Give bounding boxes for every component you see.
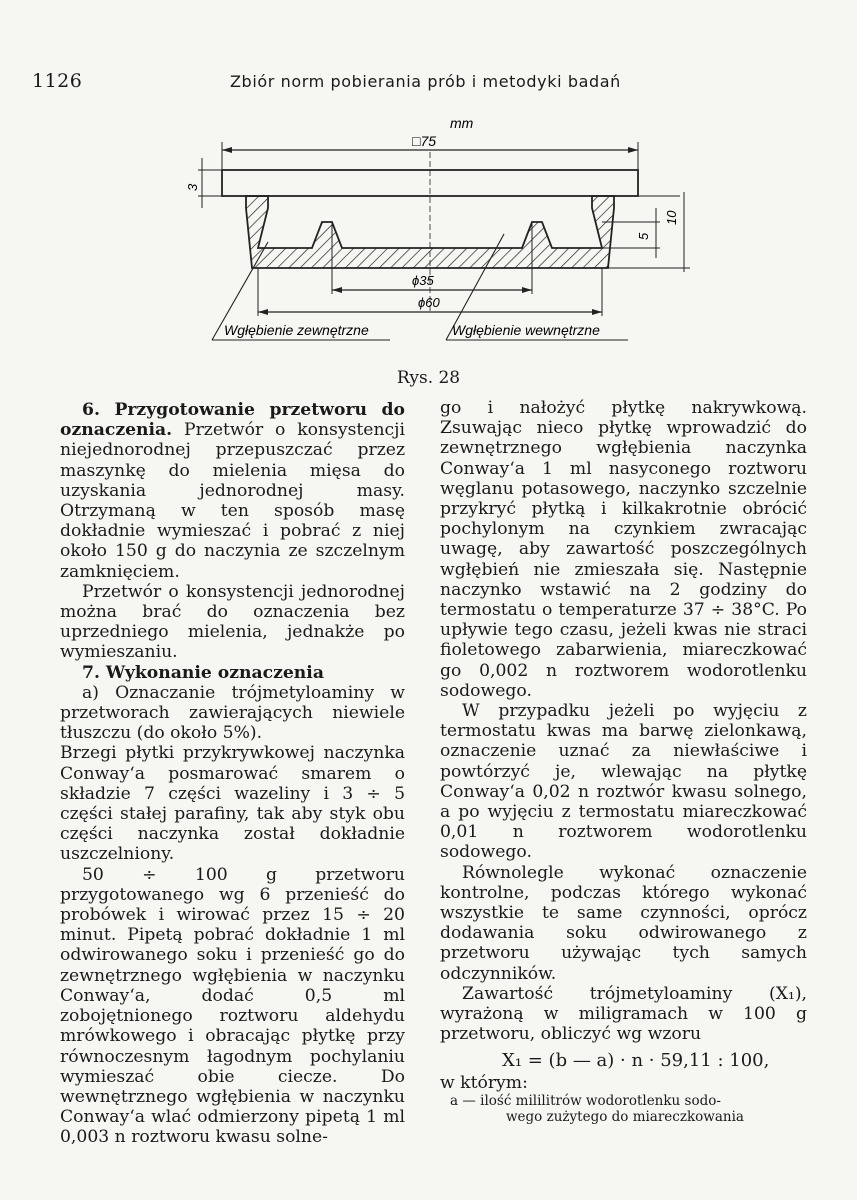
section-6-heading: 6. Przygotowanie przetworu do oznaczenia. [60,400,405,441]
dim-outer: ϕ60 [418,295,440,310]
label-outer-cavity: Wgłębienie zewnętrzne [224,322,369,338]
section-6-paragraph [60,400,405,582]
paragraph: Brzegi płytki przykrywkowej naczynka Conway‘a posmarować smarem o składzie 7 części wazeliny i 3 ÷ 5 części stałej parafiny, tak aby styk obu części naczynka został dokładnie uszczelniony. [60,743,405,865]
page-header [32,70,822,100]
right-column [440,398,807,1125]
paragraph: Przetwór o konsystencji jednorodnej można brać do oznaczenia bez uprzedniego mielenia, jednakże po wymieszaniu. [60,581,405,663]
dim-top: □75 [412,133,437,149]
running-title: Zbiór norm pobierania prób i metodyki badań [230,72,621,91]
label-inner-cavity: Wgłębienie wewnętrzne [452,322,600,338]
paragraph: go i nałożyć płytkę nakrywkową. Zsuwając nieco płytkę wprowadzić do zewnętrznego wgłębienia naczynka Conway‘a 1 ml nasyconego roztworu węglanu potasowego, naczynko szczelnie przykryć płytką i kilkakrotnie obrócić pochylonym na czynkiem zwracając uwagę, aby zawartość poszczególnych wgłębień nie zmieszała się. Następnie naczynko wstawić na 2 godziny do termostatu o temperaturze 37 ÷ 38°C. Po upływie tego czasu, jeżeli kwas nie straci fioletowego zabarwienia, miareczkować go 0,002 n roztworem wodorotlenku sodowego. [440,398,807,701]
paragraph: W przypadku jeżeli po wyjęciu z termostatu kwas ma barwę zielonkawą, oznaczenie uznać za niewłaściwe i powtórzyć je, wlewając na płytkę Conway‘a 0,02 n roztwór kwasu solnego, a po wyjęciu z termostatu miareczkować 0,01 n roztworem wodorotlenku sodowego. [440,701,807,863]
dim-height: 10 [664,210,679,225]
conway-dish-drawing [150,112,710,352]
page-number: 1126 [32,70,83,92]
figure-caption: Rys. 28 [396,368,461,388]
dim-depth: 5 [636,232,651,240]
paragraph: 50 ÷ 100 g przetworu przygotowanego wg 6 przenieść do probówek i wirować przez 15 ÷ 20 minut. Pipetą pobrać dokładnie 1 ml odwirowanego soku i przenieść go do zewnętrznego wgłębienia w naczynku Conway‘a, dodać 0,5 ml zobojętnionego roztworu aldehydu mrówkowego i obracając płytkę przy równoczesnym łagodnym pochylaniu wymieszać obie ciecze. Do wewnętrznego wgłębienia w naczynku Conway‘a wlać odmierzony pipetą 1 ml 0,003 n roztworu kwasu solne- [60,864,405,1148]
paragraph: a) Oznaczanie trójmetyloaminy w przetworach zawierających niewiele tłuszczu (do około 5%). [60,682,405,744]
dim-thickness: 3 [185,183,200,191]
left-column [60,400,405,1148]
section-7-heading: 7. Wykonanie oznaczenia [82,662,324,683]
dim-inner: ϕ35 [412,273,434,288]
where-label: w którym: [440,1072,528,1093]
unit-label: mm [450,115,474,131]
legend-a: a — ilość mililitrów wodorotlenku sodo- wego zużytego do miareczkowania [450,1092,744,1125]
formula: X₁ = (b — a) · n · 59,11 : 100, [502,1049,770,1071]
paragraph: Równolegle wykonać oznaczenie kontrolne, podczas którego wykonać wszystkie te same czynności, oprócz dodawania soku odwirowanego z przetworu używając tych samych odczynników. [440,862,807,984]
section-6-text: Przetwór o konsystencji niejednorodnej przepuszczać przez maszynkę do mielenia mięsa do uzyskania jednorodnej masy. Otrzymaną w ten sposób masę dokładnie wymieszać i pobrać z niej około 150 g do naczynia ze szczelnym zamknięciem. [60,420,405,582]
paragraph: Zawartość trójmetyloaminy (X₁), wyrażoną w miligramach w 100 g przetworu, obliczyć wg wzoru [440,983,807,1045]
